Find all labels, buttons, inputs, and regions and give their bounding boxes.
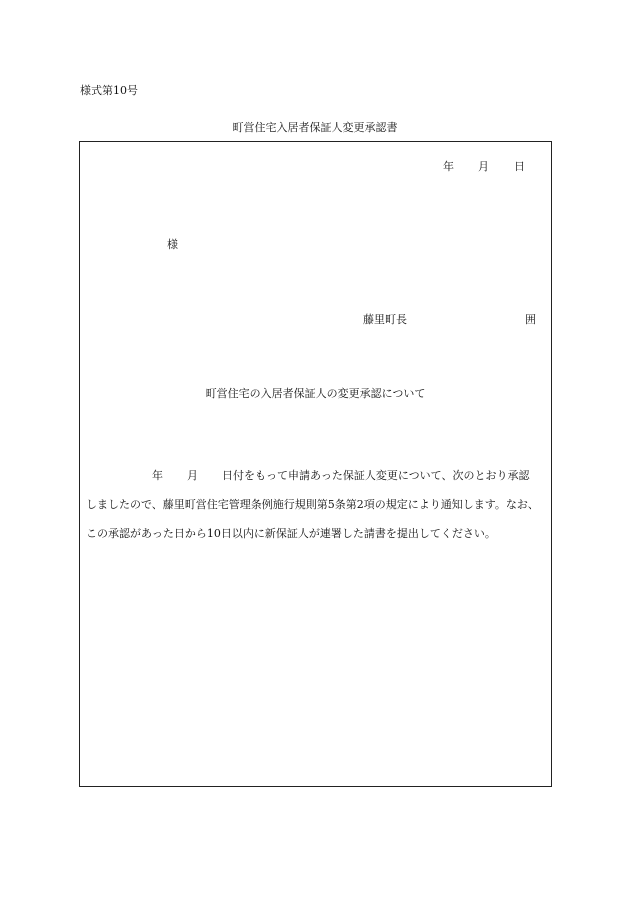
body-month-label: 月 [187,469,198,482]
date-month-label: 月 [478,160,489,173]
body-line-1-text: 日付をもって申請あった保証人変更について、次のとおり承認 [222,469,530,482]
form-number: 様式第10号 [80,84,138,97]
issuer-name: 藤里町長 [363,313,407,326]
body-line-1 [86,461,548,490]
body-line-2: しましたので、藤里町営住宅管理条例施行規則第5条第2項の規定により通知します。なお、 [86,498,539,511]
body-text [86,461,548,548]
body-year-label: 年 [152,469,163,482]
recipient-honorific: 様 [167,238,178,251]
date-day-label: 日 [514,160,525,173]
body-line-3: この承認があった日から10日以内に新保証人が連署した請書を提出してください。 [86,527,496,540]
date-year-label: 年 [443,160,454,173]
subject-line: 町営住宅の入居者保証人の変更承認について [205,387,426,400]
document-frame [79,141,552,787]
seal-mark: 囲 [525,313,536,326]
document-title: 町営住宅入居者保証人変更承認書 [232,121,398,134]
